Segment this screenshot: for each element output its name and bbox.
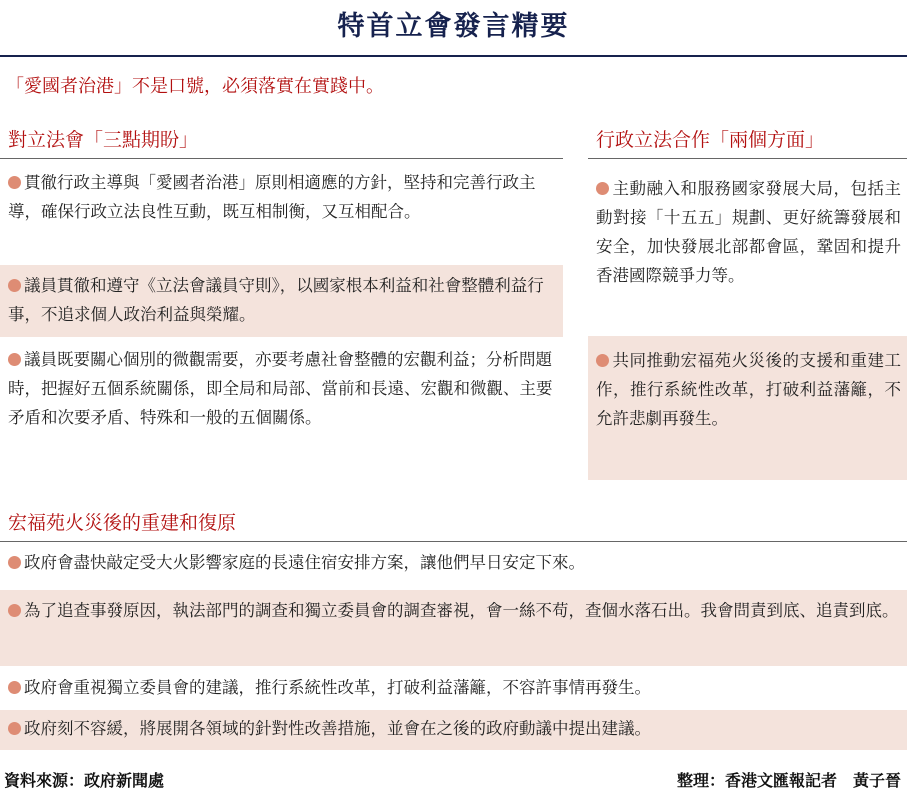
footer-source: 資料來源：政府新聞處 xyxy=(4,771,165,790)
left-item-2-text: 議員貫徹和遵守《立法會議員守則》，以國家根本利益和社會整體利益行事，不追求個人政治利益與榮耀。 xyxy=(8,276,544,324)
left-item-1-text: 貫徹行政主導與「愛國者治港」原則相適應的方針，堅持和完善行政主導，確保行政立法良性互動，既互相制衡，又互相配合。 xyxy=(8,173,536,221)
page-title: 特首立會發言精要 xyxy=(337,11,570,42)
left-item-3-text: 議員既要關心個別的微觀需要，亦要考慮社會整體的宏觀利益；分析問題時，把握好五個系統關係，即全局和局部、當前和長遠、宏觀和微觀、主要矛盾和次要矛盾、特殊和一般的五個關係。 xyxy=(8,350,553,427)
bottom-item-2-text: 為了追查事發原因，執法部門的調查和獨立委員會的調查審視，會一絲不苟，查個水落石出。我會問責到底、追責到底。 xyxy=(24,601,899,620)
bullet-dot-icon xyxy=(8,176,21,189)
bottom-item-4 xyxy=(0,710,907,750)
right-section-heading: 行政立法合作「兩個方面」 xyxy=(596,129,825,151)
bottom-item-1-text: 政府會盡快敲定受大火影響家庭的長遠住宿安排方案，讓他們早日安定下來。 xyxy=(24,553,585,572)
bullet-dot-icon xyxy=(8,279,21,292)
bullet-dot-icon xyxy=(596,354,609,367)
left-item-1 xyxy=(0,168,563,258)
left-section-heading: 對立法會「三點期盼」 xyxy=(8,129,199,151)
bottom-item-1 xyxy=(0,548,907,582)
right-section-divider xyxy=(588,158,907,159)
left-item-2 xyxy=(0,265,563,337)
bullet-dot-icon xyxy=(596,182,609,195)
bullet-dot-icon xyxy=(8,604,21,617)
bottom-section-heading: 宏福苑火災後的重建和復原 xyxy=(8,512,237,534)
right-item-1-text: 主動融入和服務國家發展大局，包括主動對接「十五五」規劃、更好統籌發展和安全，加快發展北部都會區，鞏固和提升香港國際競爭力等。 xyxy=(596,179,901,285)
bottom-section-divider xyxy=(0,541,907,542)
bullet-dot-icon xyxy=(8,556,21,569)
bottom-item-2 xyxy=(0,590,907,666)
bottom-item-3-text: 政府會重視獨立委員會的建議，推行系統性改革，打破利益藩籬，不容許事情再發生。 xyxy=(24,678,651,697)
title-divider xyxy=(0,55,907,57)
bottom-item-3 xyxy=(0,673,907,705)
left-item-3 xyxy=(0,345,563,465)
bullet-dot-icon xyxy=(8,681,21,694)
subtitle: 「愛國者治港」不是口號，必須落實在實踐中。 xyxy=(6,76,384,97)
right-item-2 xyxy=(588,336,907,480)
right-item-2-text: 共同推動宏福苑火災後的支援和重建工作，推行系統性改革，打破利益藩籬，不允許悲劇再發生。 xyxy=(596,351,901,428)
bottom-item-4-text: 政府刻不容緩，將展開各領域的針對性改善措施，並會在之後的政府動議中提出建議。 xyxy=(24,719,651,738)
left-section-divider xyxy=(0,158,563,159)
bullet-dot-icon xyxy=(8,353,21,366)
footer-credit: 整理：香港文匯報記者 黃子晉 xyxy=(676,771,901,790)
right-item-1 xyxy=(588,174,907,324)
bullet-dot-icon xyxy=(8,722,21,735)
